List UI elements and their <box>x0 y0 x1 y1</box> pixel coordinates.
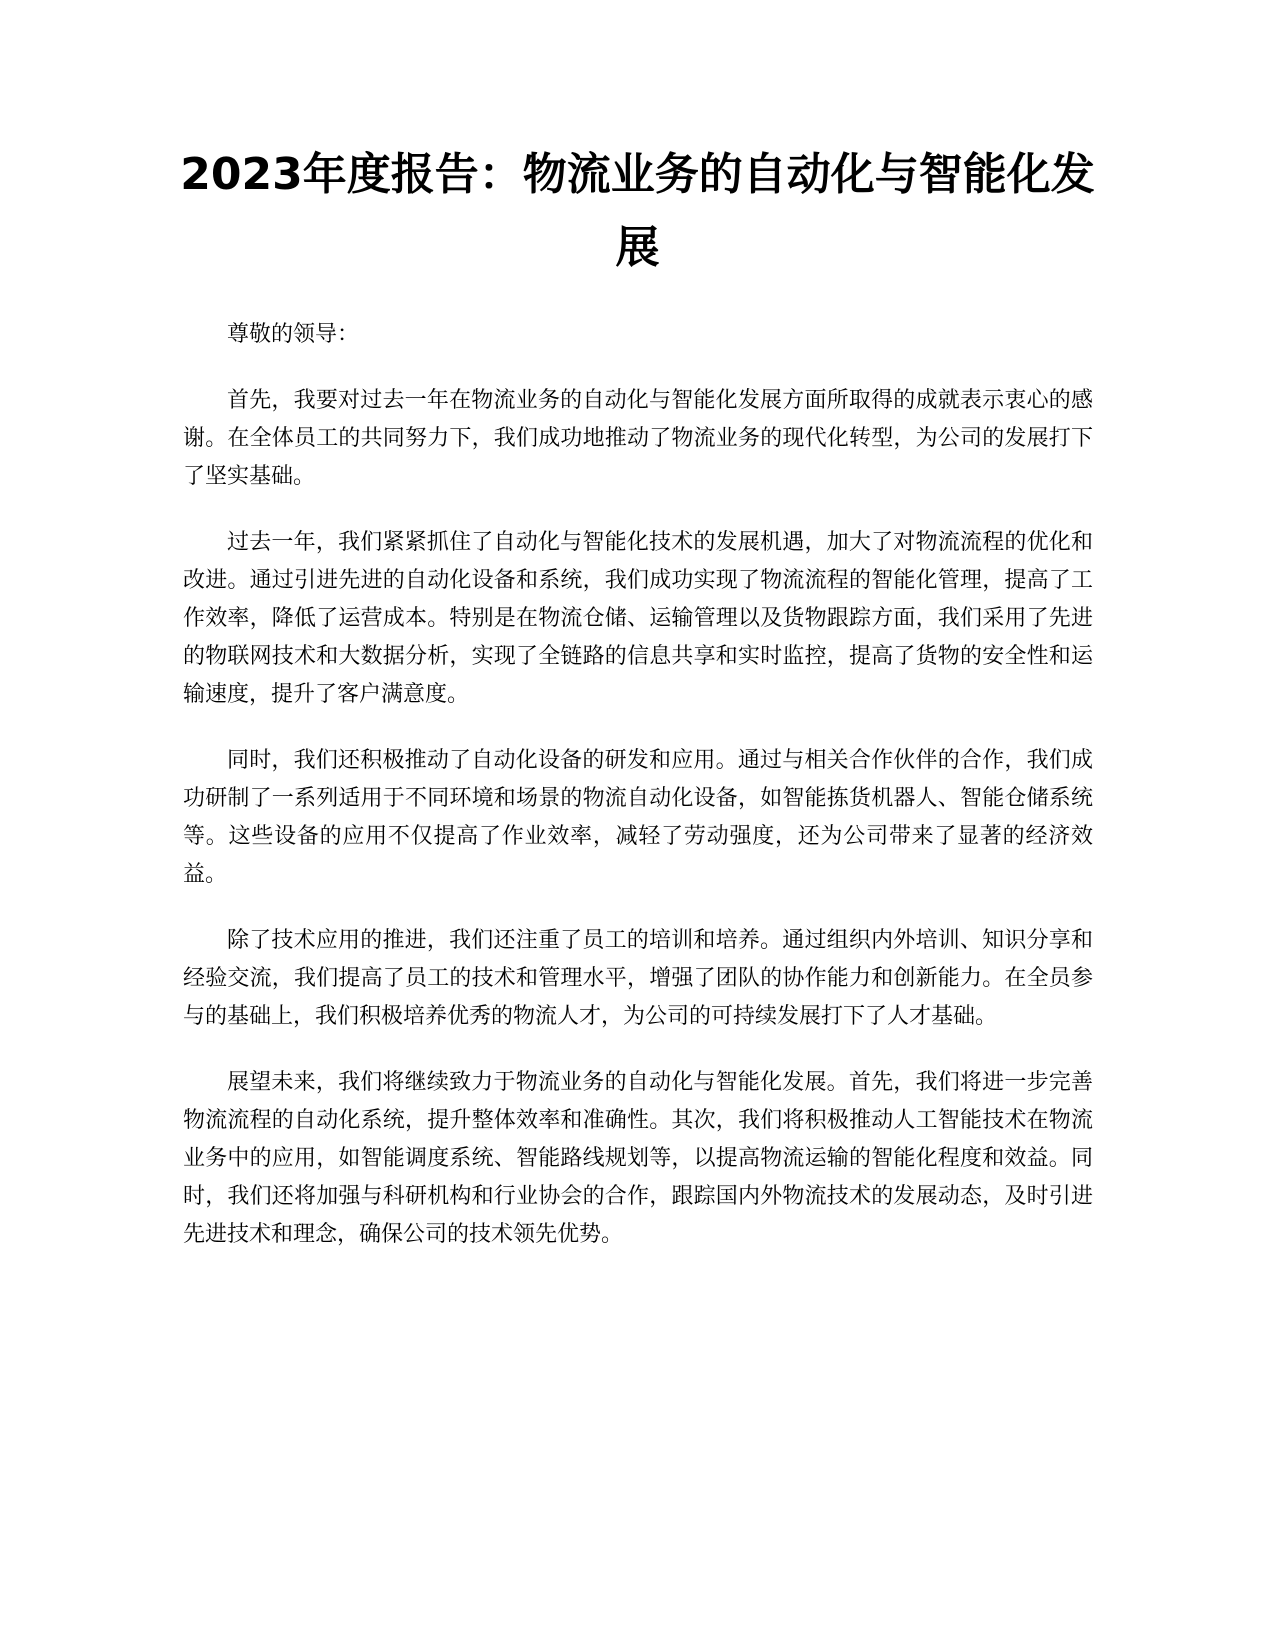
document-body <box>183 316 1093 1282</box>
salutation: 尊敬的领导： <box>227 322 360 347</box>
paragraph-1: 首先，我要对过去一年在物流业务的自动化与智能化发展方面所取得的成就表示衷心的感谢。在全体员工的共同努力下，我们成功地推动了物流业务的现代化转型，为公司的发展打下了坚实基础。 <box>183 388 1093 489</box>
paragraph-5: 展望未来，我们将继续致力于物流业务的自动化与智能化发展。首先，我们将进一步完善物流流程的自动化系统，提升整体效率和准确性。其次，我们将积极推动人工智能技术在物流业务中的应用，如智能调度系统、智能路线规划等，以提高物流运输的智能化程度和效益。同时，我们还将加强与科研机构和行业协会的合作，跟踪国内外物流技术的发展动态，及时引进先进技术和理念，确保公司的技术领先优势。 <box>183 1070 1093 1247</box>
paragraph-2: 过去一年，我们紧紧抓住了自动化与智能化技术的发展机遇，加大了对物流流程的优化和改进。通过引进先进的自动化设备和系统，我们成功实现了物流流程的智能化管理，提高了工作效率，降低了运营成本。特别是在物流仓储、运输管理以及货物跟踪方面，我们采用了先进的物联网技术和大数据分析，实现了全链路的信息共享和实时监控，提高了货物的安全性和运输速度，提升了客户满意度。 <box>183 530 1093 707</box>
document-title: 2023年度报告：物流业务的自动化与智能化发展 <box>180 149 1095 273</box>
paragraph-4: 除了技术应用的推进，我们还注重了员工的培训和培养。通过组织内外培训、知识分享和经验交流，我们提高了员工的技术和管理水平，增强了团队的协作能力和创新能力。在全员参与的基础上，我们积极培养优秀的物流人才，为公司的可持续发展打下了人才基础。 <box>183 928 1093 1029</box>
paragraph-3: 同时，我们还积极推动了自动化设备的研发和应用。通过与相关合作伙伴的合作，我们成功研制了一系列适用于不同环境和场景的物流自动化设备，如智能拣货机器人、智能仓储系统等。这些设备的应用不仅提高了作业效率，减轻了劳动强度，还为公司带来了显著的经济效益。 <box>183 748 1093 887</box>
